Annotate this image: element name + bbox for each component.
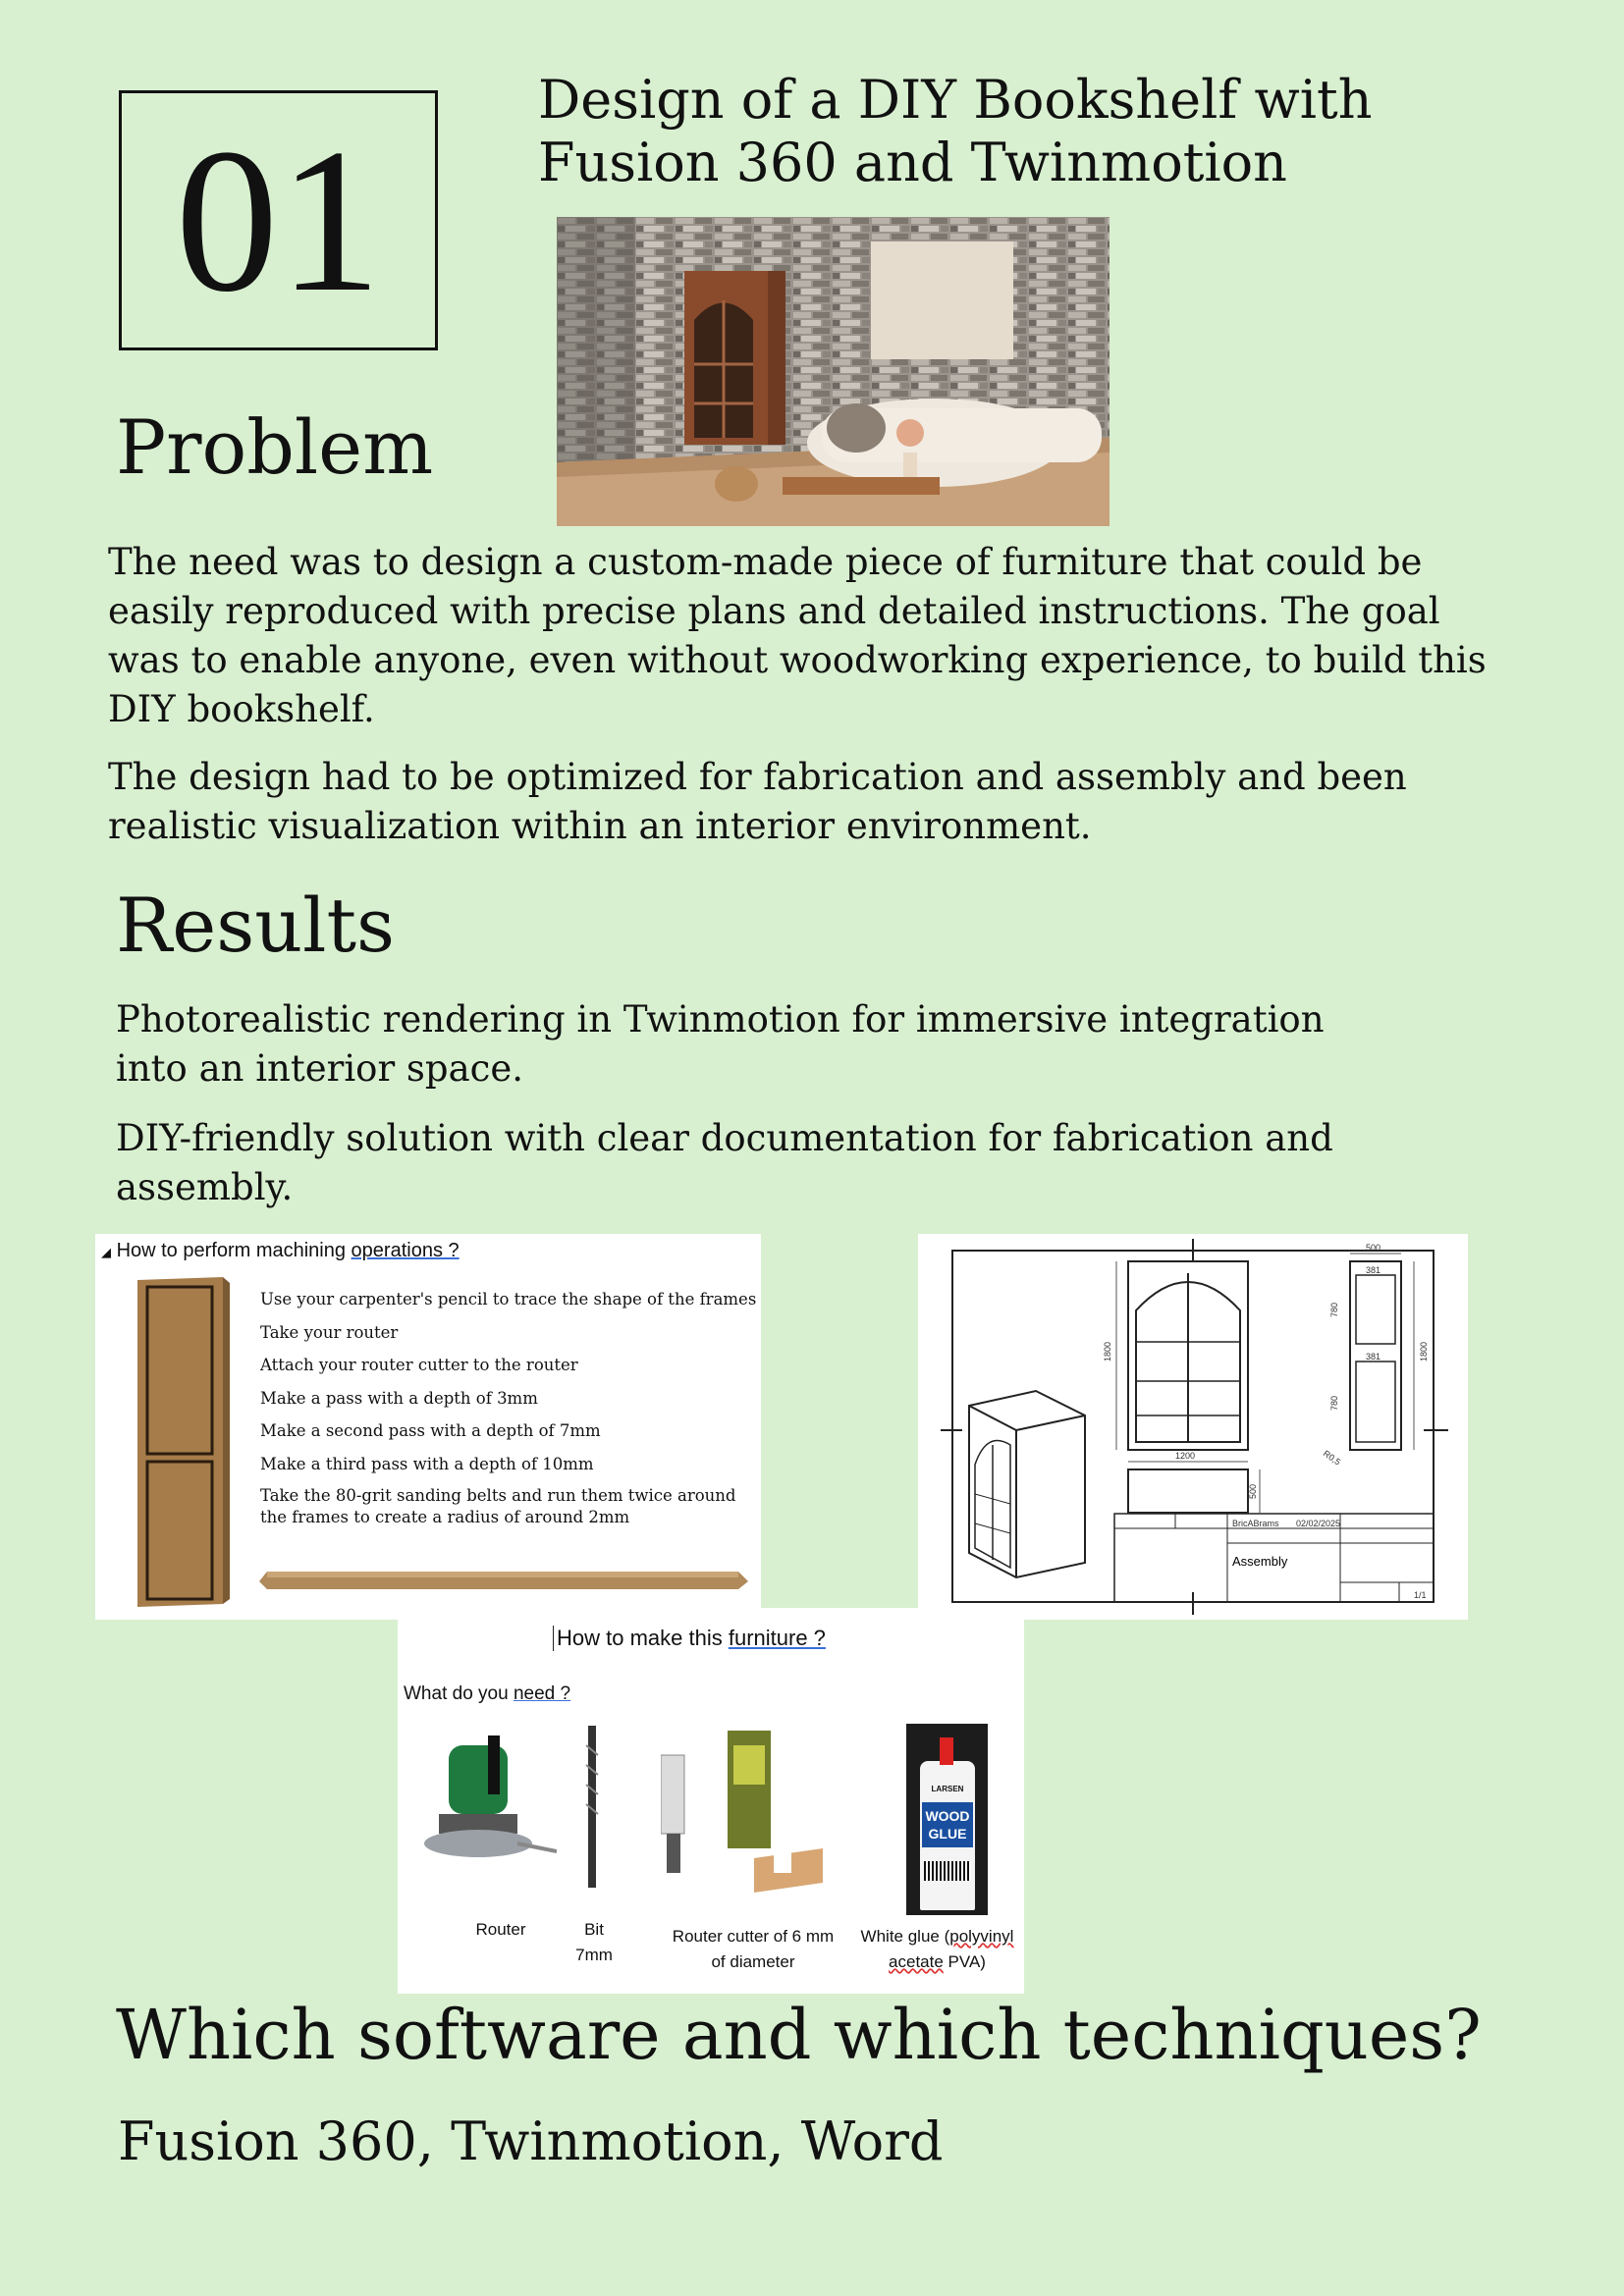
dim-inner-1: 381 bbox=[1366, 1265, 1381, 1275]
machining-steps bbox=[260, 1283, 756, 1528]
dim-side-width: 500 bbox=[1366, 1243, 1381, 1253]
dim-height: 1800 bbox=[1103, 1341, 1112, 1362]
machining-instructions-panel bbox=[95, 1234, 761, 1620]
router-icon bbox=[419, 1735, 557, 1873]
caption-bit: Bit 7mm bbox=[575, 1920, 613, 1964]
dim-inner-2: 381 bbox=[1366, 1352, 1381, 1362]
technical-drawing-panel bbox=[918, 1234, 1468, 1620]
problem-heading: Problem bbox=[116, 403, 434, 491]
titleblock-title: Assembly bbox=[1232, 1554, 1288, 1569]
dim-side-height: 1800 bbox=[1419, 1341, 1429, 1362]
tools-subheading: What do you need ? bbox=[404, 1683, 571, 1704]
router-cutter-icon bbox=[661, 1726, 857, 1902]
caption-router-cutter: Router cutter of 6 mm of diameter bbox=[672, 1927, 835, 1971]
door-panel-icon bbox=[130, 1275, 257, 1609]
caption-router: Router bbox=[475, 1920, 526, 1939]
software-list: Fusion 360, Twinmotion, Word bbox=[118, 2110, 944, 2172]
tools-panel bbox=[398, 1608, 1024, 1994]
dim-side-h2: 780 bbox=[1329, 1395, 1339, 1411]
machining-step: Make a pass with a depth of 3mm bbox=[260, 1388, 538, 1408]
render-image bbox=[557, 217, 1110, 526]
software-heading: Which software and which techniques? bbox=[116, 1995, 1482, 2075]
project-number: 01 bbox=[175, 106, 382, 335]
machining-step: Make a second pass with a depth of 7mm bbox=[260, 1421, 601, 1440]
results-paragraph-2: DIY-friendly solution with clear documentation for fabrication and assembly. bbox=[116, 1117, 1333, 1208]
machining-heading: ◢ How to perform machining operations ? bbox=[101, 1240, 460, 1261]
project-number-box bbox=[119, 90, 438, 350]
results-heading: Results bbox=[116, 881, 395, 969]
wood-plank-icon bbox=[257, 1564, 748, 1593]
machining-step: Make a third pass with a depth of 10mm bbox=[260, 1454, 594, 1473]
machining-step: Take your router bbox=[260, 1322, 399, 1342]
collapse-triangle-icon[interactable]: ◢ bbox=[101, 1245, 111, 1259]
wood-glue-icon: LARSEN WOOD GLUE bbox=[906, 1724, 988, 1915]
dim-plan-depth: 500 bbox=[1248, 1483, 1258, 1499]
caption-wood-glue: White glue (polyvinyl acetate PVA) bbox=[860, 1927, 1014, 1971]
dim-width: 1200 bbox=[1175, 1451, 1196, 1461]
problem-paragraph-1: The need was to design a custom-made piece of furniture that could be easily reproduced with precise plans and detailed instructions. The goal was to enable anyone, even without woodworking experience, to build this DIY bookshelf. bbox=[108, 541, 1487, 730]
titleblock-author: BricABrams bbox=[1232, 1519, 1279, 1528]
dim-radius: R0,5 bbox=[1321, 1448, 1343, 1468]
dim-side-h1: 780 bbox=[1329, 1302, 1339, 1317]
results-paragraph-1: Photorealistic rendering in Twinmotion for immersive integration into an interior space. bbox=[116, 998, 1325, 1090]
drill-bit-icon bbox=[582, 1726, 602, 1888]
machining-step: Attach your router cutter to the router bbox=[260, 1356, 578, 1374]
titleblock-date: 02/02/2025 bbox=[1296, 1519, 1341, 1528]
machining-step: Use your carpenter's pencil to trace the shape of the frames bbox=[260, 1290, 757, 1308]
machining-step: Take the 80-grit sanding belts and run them twice around the frames to create a radius of around 2mm bbox=[260, 1486, 736, 1526]
page-title: Design of a DIY Bookshelf with Fusion 360 and Twinmotion bbox=[538, 69, 1373, 193]
tools-heading: How to make this furniture ? bbox=[553, 1626, 826, 1651]
problem-paragraph-2: The design had to be optimized for fabrication and assembly and been realistic visualization within an interior environment. bbox=[108, 756, 1407, 847]
titleblock-sheet: 1/1 bbox=[1414, 1590, 1427, 1600]
